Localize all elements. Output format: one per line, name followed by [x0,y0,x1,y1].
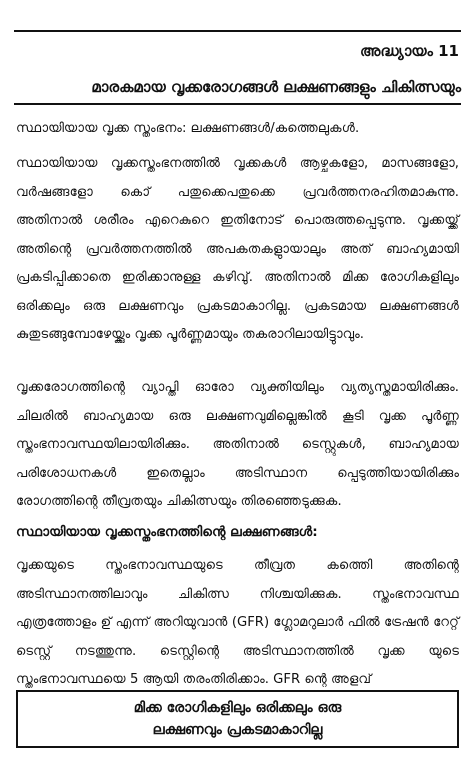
callout-box [16,690,459,748]
intro-line: സ്ഥായിയായ വൃക്ക സ്തംഭനം: ലക്ഷണങ്ങൾ/കത്തെലുകൾ. [16,121,360,136]
callout-line-2: ലക്ഷണവും പ്രകടമാകാറില്ല [152,722,323,738]
paragraph-2: വൃക്കരോഗത്തിന്റെ വ്യാപ്തി ഓരോ വ്യക്തിയിലും വ്യത്യസ്തമായിരിക്കും. ചിലരിൽ ബാഹ്യമായ ഒരു ലക്ഷണവുമില്ലെങ്കിൽ കൂടി വൃക്ക പൂർണ്ണ സ്തംഭനാവസ്ഥയിലായിരിക്കും. അതിനാൽ ടെസ്റ്റുകൾ, ബാഹ്യമായ പരിശോധനകൾ ഇതെല്ലാം അടിസ്ഥാന പ്പെടുത്തിയായിരിക്കും രോഗത്തിന്റെ തീവ്രതയും ചികിത്സയും തിരഞ്ഞെടുക്കുക. [16,380,459,509]
callout-line-1: മിക്ക രോഗികളിലും ഒരിക്കലും ഒരു [133,700,342,716]
section-subheading: സ്ഥായിയായ വൃക്കസ്തംഭനത്തിന്റെ ലക്ഷണങ്ങൾ: [16,524,318,540]
paragraph-3: വൃക്കയുടെ സ്തംഭനാവസ്ഥയുടെ തീവ്രത കത്തെി അതിന്റെ അടിസ്ഥാനത്തിലാവും ചികിത്സ നിശ്ചയിക്കുക. സ്തംഭനാവസ്ഥ എത്രത്തോളം ഉ് എന്ന് അറിയുവാൻ (GFR) ഗ്ലോമറുലാർ ഫിൽ ട്രേഷൻ റേറ്റ് ടെസ്റ്റ് നടത്തുന്നു. ടെസ്റ്റിന്റെ അടിസ്ഥാനത്തിൽ വൃക്ക യുടെ സ്തംഭനാവസ്ഥയെ 5 ആയി തരംതിരിക്കാം. GFR ന്റെ അളവ് [16,558,459,687]
paragraph-1: സ്ഥായിയായ വൃക്കസ്തംഭനത്തിൽ വൃക്കകൾ ആഴ്ചകളോ, മാസങ്ങളോ, വർഷങ്ങളോ കൊ് പതുക്കെപതുക്കെ പ്രവർത്തനരഹിതമാകുന്നു. അതിനാൽ ശരീരം എറെകുറെ ഇതിനോട് പൊരുത്തപ്പെടുന്നു. വൃക്കയ്ക്ക് അതിന്റെ പ്രവർത്തനത്തിൽ അപകതകളുായാലും അത് ബാഹ്യമായി പ്രകടിപ്പിക്കാതെ ഇരിക്കാനുള്ള കഴിവു്. അതിനാൽ മിക്ക രോഗികളിലും ഒരിക്കലും ഒരു ലക്ഷണവും പ്രകടമാകാറില്ല. പ്രകടമായ ലക്ഷണങ്ങൾ കുതുടങ്ങുമ്പോഴേയ്ക്കും വൃക്ക പൂർണ്ണമായും തകരാറിലായിട്ടുാവും. [16,156,459,342]
chapter-label: അദ്ധ്യായം 11 [360,42,459,60]
top-rule [14,30,461,32]
page-title: മാരകമായ വൃക്കരോഗങ്ങൾ ലക്ഷണങ്ങളും ചികിത്സയും [91,78,461,96]
title-underline [14,103,461,105]
